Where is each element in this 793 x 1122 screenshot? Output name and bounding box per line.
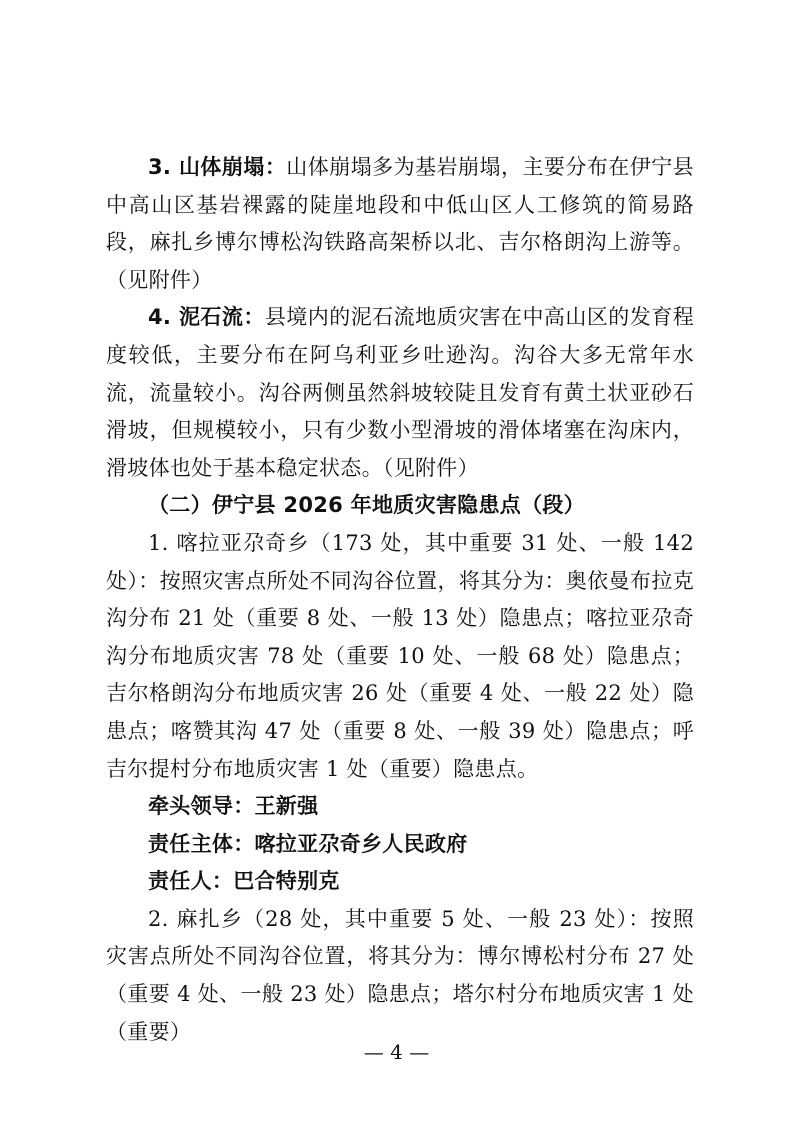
document-body — [106, 149, 694, 1051]
debris-flow-text: 县境内的泥石流地质灾害在中高山区的发育程度较低，主要分布在阿乌利亚乡吐逊沟。沟谷大多无常年水流，流量较小。沟谷两侧虽然斜坡较陡且发育有黄土状亚砂石滑坡，但规模较小，只有少数小型滑坡的滑体堵塞在沟床内，滑坡体也处于基本稳定状态。（见附件） — [106, 305, 695, 480]
section-heading: （二）伊宁县 2026 年地质灾害隐患点（段） — [148, 493, 585, 518]
collapse-text: 山体崩塌多为基岩崩塌，主要分布在伊宁县中高山区基岩裸露的陡崖地段和中低山区人工修筑的简易路段，麻扎乡博尔博松沟铁路高架桥以北、吉尔格朗沟上游等。（见附件） — [106, 155, 694, 292]
mazha-paragraph: 2. 麻扎乡（28 处，其中重要 5 处、一般 23 处）：按照灾害点所处不同沟谷位置，将其分为：博尔博松村分布 27 处（重要 4 处、一般 23 处）隐患点；塔尔村分布地质灾害 1 处（重要） — [106, 906, 694, 1044]
collapse-paragraph — [106, 149, 694, 299]
debris-flow-label: 4. 泥石流： — [148, 305, 265, 330]
page-number: — 4 — — [363, 1040, 430, 1064]
kalayakqi-person: 责任人：巴合特别克 — [148, 869, 340, 894]
collapse-label: 3. 山体崩塌： — [148, 155, 287, 179]
kalayakqi-leader: 牵头领导：王新强 — [148, 794, 319, 819]
debris-flow-paragraph — [106, 299, 694, 487]
kalayakqi-paragraph: 1. 喀拉亚尕奇乡（173 处，其中重要 31 处、一般 142 处）：按照灾害点所处不同沟谷位置，将其分为：奥依曼布拉克沟分布 21 处（重要 8 处、一般 13 处）隐患点；喀拉亚尕奇沟分布地质灾害 78 处（重要 10 处、一般 68 处）隐患点；吉尔格朗沟分布地质灾害 26 处（重要 4 处、一般 22 处）隐患点；喀赞其沟 47 处（重要 8 处、一般 39 处）隐患点；呼吉尔提村分布地质灾害 1 处（重要）隐患点。 — [106, 530, 694, 781]
kalayakqi-entity: 责任主体：喀拉亚尕奇乡人民政府 — [148, 831, 468, 856]
